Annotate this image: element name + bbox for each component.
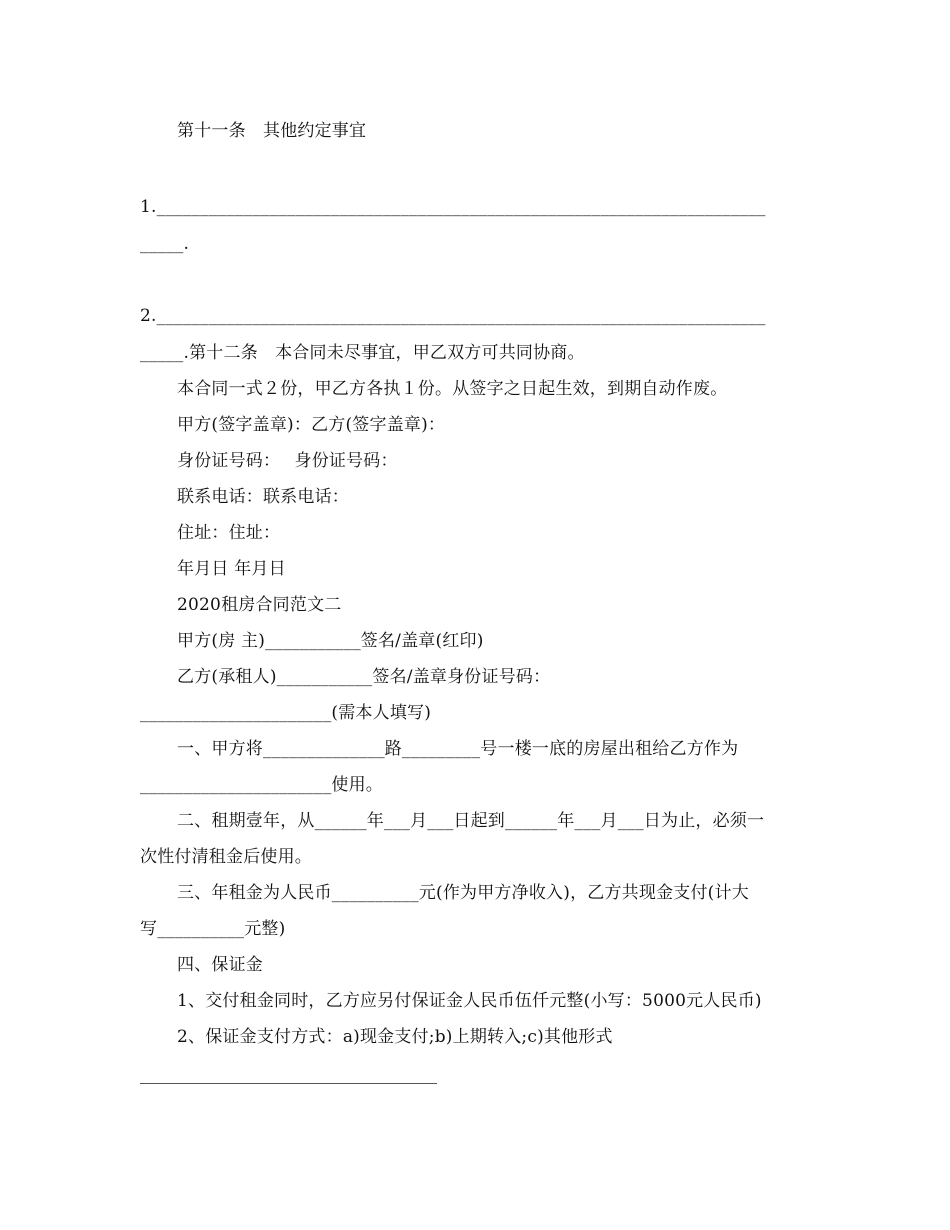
signature-line: 甲方(签字盖章)：乙方(签字盖章)： [177,415,446,435]
self-fill-line: ______________________(需本人填写) [140,703,432,723]
address-line: 住址：住址： [177,523,281,543]
clause-1-continued: ______________________使用。 [140,775,383,795]
contract-title-2: 2020租房合同范文二 [177,595,342,615]
footnote-divider [140,1083,437,1084]
item-1-blank-end: _____. [140,234,190,254]
clause-3-continued: 写__________元整) [140,919,286,939]
article-12-text: _____.第十二条 本合同未尽事宜，甲乙双方可共同协商。 [140,343,585,363]
clause-1-text: 一、甲方将______________路_________号一楼一底的房屋出租给乙方作为 [177,739,739,759]
date-line: 年月日 年月日 [177,559,286,579]
party-b-line: 乙方(承租人)___________签名/盖章身份证号码： [177,667,551,687]
item-2-blank-line: 2.______________________________________________________________________ [140,306,766,326]
clause-3-text: 三、年租金为人民币__________元(作为甲方净收入)，乙方共现金支付(计大 [177,883,749,903]
id-number-line: 身份证号码： 身份证号码： [177,451,398,471]
phone-line: 联系电话：联系电话： [177,487,349,507]
party-a-line: 甲方(房 主)___________签名/盖章(红印) [177,631,484,651]
clause-2-continued: 次性付清租金后使用。 [140,847,312,867]
copies-clause: 本合同一式２份，甲乙方各执１份。从签字之日起生效，到期自动作废。 [177,379,728,399]
clause-2-text: 二、租期壹年，从______年___月___日起到______年___月___日为止，必须一 [177,811,765,831]
item-1-blank-line: 1.______________________________________________________________________ [140,197,766,217]
deposit-item-1: 1、交付租金同时，乙方应另付保证金人民币伍仟元整(小写：5000元人民币) [177,991,762,1011]
deposit-item-2: 2、保证金支付方式：a)现金支付;b)上期转入;c)其他形式 [177,1027,613,1047]
clause-4-heading: 四、保证金 [177,955,263,975]
article-11-heading: 第十一条 其他约定事宜 [177,121,367,141]
